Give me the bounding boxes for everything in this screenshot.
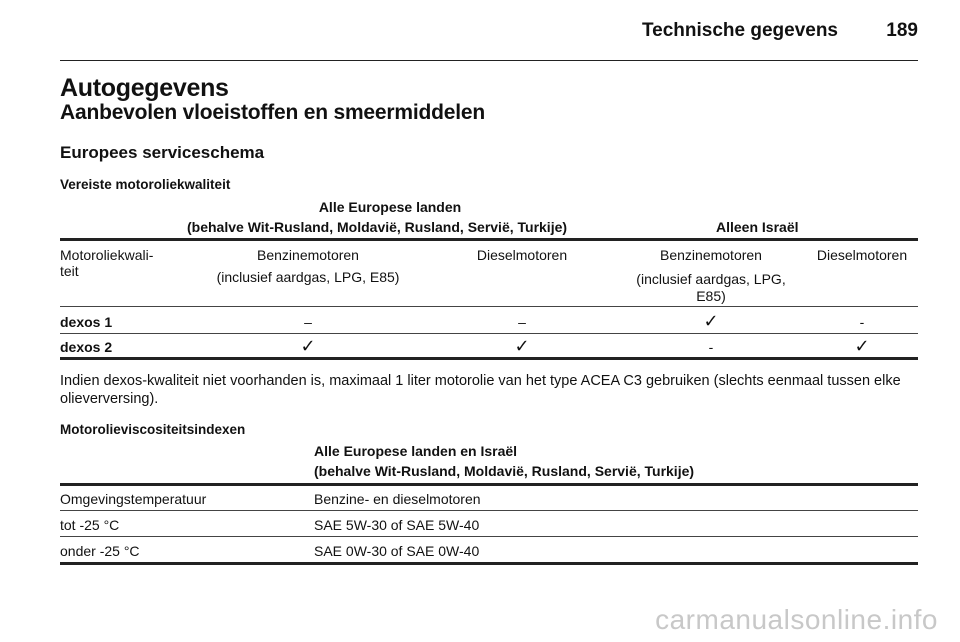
- acea-note: Indien dexos-kwaliteit niet voorhanden is, maximaal 1 liter motorolie van het type ACEA C3 gebruiken (slechts eenmaal tussen elke olieverversing).: [60, 373, 901, 407]
- col-diesel-eu: Dieselmotoren: [476, 247, 568, 263]
- table-rule: [60, 483, 918, 486]
- group-europe-line2: (behalve Wit-Rusland, Moldavië, Rusland, Servië, Turkije): [187, 219, 568, 235]
- heading-autogegevens: Autogegevens: [60, 74, 229, 102]
- row-temp-2: onder -25 °C: [60, 543, 140, 559]
- check-icon: ✓: [514, 336, 530, 356]
- heading-service-schedule: Europees serviceschema: [60, 143, 265, 162]
- table-rule: [60, 357, 918, 360]
- cell-dexos1-diesel-israel: -: [859, 314, 865, 330]
- col-petrol-israel-sub2: E85): [696, 288, 726, 304]
- viscosity-group-line1: Alle Europese landen en Israël: [314, 443, 518, 459]
- check-icon: ✓: [703, 311, 719, 331]
- row-label-quality-line1: Motoroliekwali-: [60, 247, 154, 263]
- header-title: Technische gegevens: [641, 20, 838, 41]
- check-icon: ✓: [300, 336, 316, 356]
- col-petrol-israel-sub1: (inclusief aardgas, LPG,: [636, 271, 786, 287]
- page-header: [60, 16, 918, 61]
- heading-oil-quality: Vereiste motoroliekwaliteit: [60, 177, 231, 192]
- cell-dexos1-petrol-eu: –: [304, 314, 312, 330]
- row-oil-2: SAE 0W-30 of SAE 0W-40: [314, 543, 480, 559]
- heading-fluids: Aanbevolen vloeistoffen en smeermiddelen: [60, 101, 485, 124]
- cell-dexos1-diesel-eu: –: [518, 314, 526, 330]
- table-rule: [60, 333, 918, 334]
- table-rule: [60, 536, 918, 537]
- table-rule: [60, 510, 918, 511]
- row-dexos2-label: dexos 2: [60, 339, 113, 355]
- group-israel: Alleen Israël: [716, 219, 799, 235]
- col-engines: Benzine- en dieselmotoren: [314, 491, 481, 507]
- row-temp-1: tot -25 °C: [60, 517, 120, 533]
- watermark: carmanualsonline.info: [655, 604, 938, 635]
- table-rule: [60, 238, 918, 241]
- group-europe-line1: Alle Europese landen: [318, 199, 462, 215]
- row-oil-1: SAE 5W-30 of SAE 5W-40: [314, 517, 480, 533]
- check-icon: ✓: [854, 336, 870, 356]
- col-ambient-temp: Omgevingstemperatuur: [60, 491, 207, 507]
- viscosity-group-line2: (behalve Wit-Rusland, Moldavië, Rusland, Servië, Turkije): [314, 463, 695, 479]
- page-number: 189: [886, 20, 918, 41]
- row-dexos1-label: dexos 1: [60, 314, 113, 330]
- cell-dexos2-petrol-israel: -: [708, 339, 714, 355]
- heading-viscosity: Motorolieviscositeitsindexen: [60, 422, 246, 437]
- col-petrol-eu-sub: (inclusief aardgas, LPG, E85): [216, 269, 400, 285]
- row-label-quality-line2: teit: [60, 263, 79, 279]
- col-petrol-israel: Benzinemotoren: [660, 247, 762, 263]
- col-petrol-eu: Benzinemotoren: [257, 247, 359, 263]
- table-rule: [60, 562, 918, 565]
- col-diesel-israel: Dieselmotoren: [816, 247, 908, 263]
- table-rule: [60, 306, 918, 307]
